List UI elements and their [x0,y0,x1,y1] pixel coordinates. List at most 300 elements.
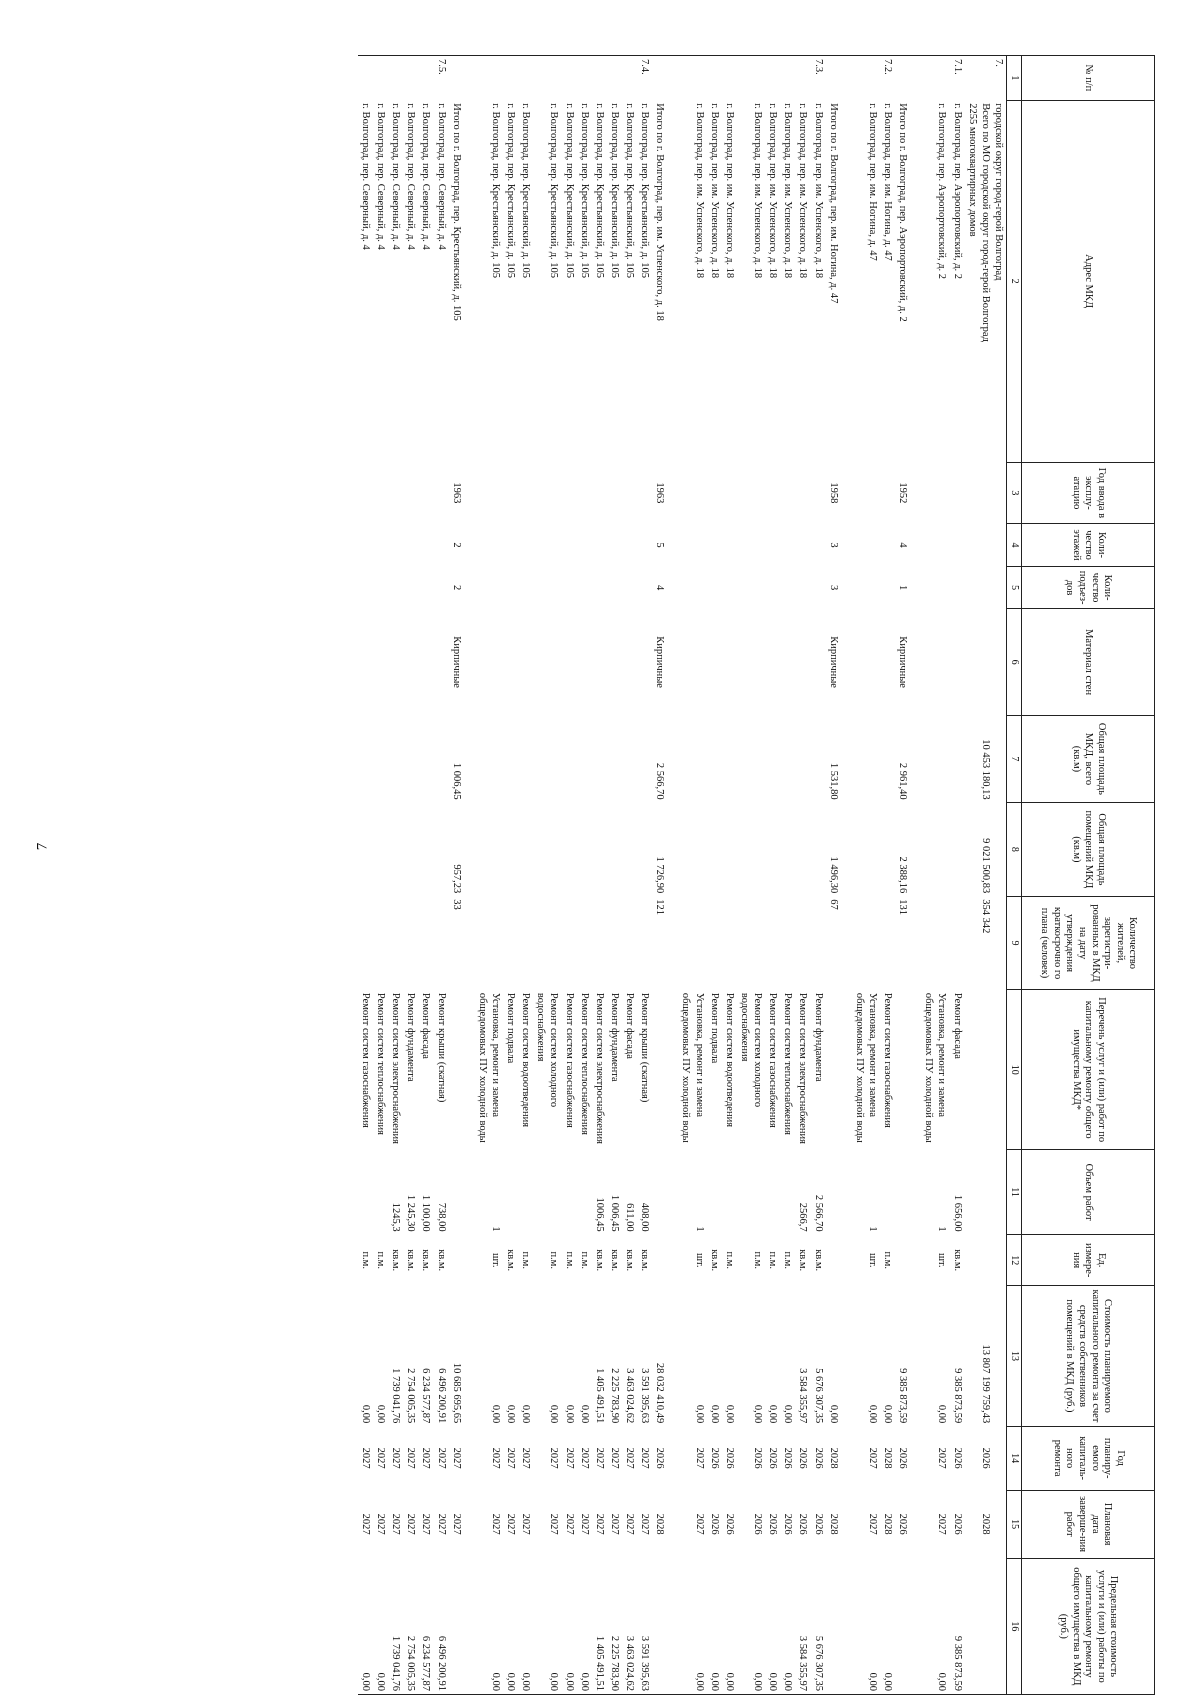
end-date-cell: 2027 [548,1513,560,1535]
unit-cell: п.м. [767,1251,779,1269]
limit-cost-cell: 3 584 355,97 [795,1558,810,1694]
volume-cell: 738,00 [435,1202,447,1232]
cost-cell: 6 234 577,87 [420,1368,432,1424]
section-header-row [965,56,1007,1695]
unit-cell: п.м. [520,1251,532,1269]
total-cost-cell: 0,00 [827,1404,839,1424]
year-cell: 2027 [375,1447,387,1469]
cost-cell: 3 463 024,62 [624,1368,636,1424]
spacer-row [667,56,678,1695]
limit-cost-cell: 0,00 [373,1558,388,1694]
total-cost-cell: 9 385 873,59 [897,1368,909,1424]
volume-cell [562,1150,577,1235]
end-date-cell: 2027 [435,1513,447,1535]
year-cell: 2026 [752,1447,764,1469]
limit-cost-cell: 0,00 [562,1558,577,1694]
volume-cell: 1 [936,1226,948,1232]
col-number: 16 [1007,1558,1022,1694]
col-header: Количество жителей, зарегистри-рованных в МКД на дату утверждения краткосрочно го плана (человек) [1022,896,1155,990]
volume-cell [765,1150,780,1235]
work-cell: Ремонт систем водоотведения [520,992,532,1128]
cost-cell: 0,00 [505,1404,517,1424]
entrances-cell: 2 [450,584,462,591]
work-cell: Ремонт подвала [505,992,517,1064]
residents-cell: 33 [450,899,462,910]
limit-cost-cell: 0,00 [678,1558,706,1694]
premises-area-cell: 1 496,30 [827,856,839,894]
floors-cell: 2 [450,542,462,548]
address-cell: г. Волгоград, пер. им. Успенского, д. 18 [752,103,764,279]
col-header: Коли-чество подъез-дов [1022,566,1155,609]
work-cell: Ремонт фундамента [609,992,620,1082]
limit-cost-cell: 2 225 783,90 [607,1558,622,1694]
unit-cell: кв.м. [420,1249,432,1272]
cost-cell: 0,00 [782,1404,794,1424]
year-cell: 2027 [867,1447,878,1469]
limit-cost-cell: 0,00 [518,1558,533,1694]
work-cell: Ремонт крыши (скатная) [639,992,651,1103]
volume-cell: 1 [693,1226,705,1232]
col-number: 7 [1007,715,1022,802]
end-date-cell: 2027 [505,1513,517,1535]
volume-cell [707,1150,722,1235]
cost-cell: 5 676 307,35 [812,1368,824,1424]
total-area-cell: 1 006,45 [450,762,462,800]
work-cell: Ремонт систем холодного водоснабжения [535,992,560,1108]
end-date-cell: 2026 [951,1513,963,1535]
wall-material-cell: Кирпичные [654,636,666,688]
total-row [895,56,910,1695]
work-cell: Ремонт фасада [624,992,636,1059]
end-date-cell: 2026 [767,1513,779,1535]
total-year-cell: 2026 [654,1447,666,1469]
unit-cell: кв.м. [951,1249,963,1272]
work-cell: Ремонт фундамента [812,992,824,1082]
total-row [652,56,667,1695]
cost-cell: 0,00 [767,1404,779,1424]
total-address-cell: Итого по г. Волгоград, пер. Аэропортовский, д. 2 [897,103,909,322]
section-total-premises: 9 021 500,83 [980,838,991,894]
header-row [1022,56,1155,1695]
year-cell: 2027 [390,1447,402,1469]
unit-cell: кв.м. [797,1249,809,1272]
col-number: 3 [1007,462,1022,524]
address-cell: г. Волгоград, пер. Северный, д. 4 [360,103,371,250]
work-cell: Ремонт систем теплоснабжения [782,992,794,1135]
limit-cost-cell: 0,00 [475,1558,503,1694]
unit-cell: п.м. [548,1251,560,1269]
spacer-row [910,56,921,1695]
table-row [434,56,449,1695]
unit-cell: кв.м. [708,1249,720,1272]
end-date-cell: 2027 [867,1513,878,1535]
unit-cell: кв.м. [435,1249,447,1272]
address-cell: г. Волгоград, пер. Северный, д. 4 [420,103,432,250]
cost-cell: 2 225 783,90 [609,1368,620,1424]
built-year-cell: 1963 [654,482,666,504]
table-row [921,56,949,1695]
unit-cell: шт. [490,1252,501,1268]
end-date-cell: 2027 [390,1513,402,1535]
col-number: 4 [1007,524,1022,567]
col-header: Год ввода в эксплу-атацию [1022,462,1155,524]
limit-cost-cell: 1 405 491,51 [592,1558,607,1694]
cost-cell: 6 496 200,91 [435,1368,447,1424]
section-end: 2028 [980,1513,991,1535]
col-header: Материал стен [1022,609,1155,715]
limit-cost-cell: 0,00 [852,1558,880,1694]
year-cell: 2027 [420,1447,432,1469]
unit-cell: п.м. [782,1251,794,1269]
address-cell: г. Волгоград, пер. им. Успенского, д. 18 [723,103,735,279]
table-row [373,56,388,1695]
cost-cell: 0,00 [708,1404,720,1424]
year-cell: 2027 [936,1447,948,1469]
col-header: Предельная стоимость услуги и (или) работы по капитальному ремонту общего имущества в МКД (руб.) [1022,1558,1155,1694]
address-cell: г. Волгоград, пер. им. Ногина, д. 47 [882,103,894,261]
unit-cell: п.м. [360,1251,371,1269]
cost-cell: 9 385 873,59 [951,1368,963,1424]
end-date-cell: 2028 [882,1513,894,1535]
cost-cell: 1 739 041,76 [390,1368,402,1424]
address-cell: г. Волгоград, пер. им. Успенского, д. 18 [797,103,809,279]
cost-cell: 0,00 [548,1404,560,1424]
unit-cell: кв.м. [812,1249,824,1272]
col-header: № п/п [1022,56,1155,101]
volume-cell: 1 006,45 [609,1194,620,1232]
floors-cell: 4 [897,542,909,548]
year-cell: 2027 [505,1447,517,1469]
table-row [622,56,637,1695]
end-date-cell: 2026 [723,1513,735,1535]
limit-cost-cell: 5 676 307,35 [811,1558,826,1694]
column-number-row [1007,56,1022,1695]
limit-cost-cell: 3 591 395,63 [637,1558,652,1694]
table-row [403,56,418,1695]
col-number: 8 [1007,803,1022,897]
unit-cell: кв.м. [624,1249,636,1272]
year-cell: 2027 [548,1447,560,1469]
total-end-cell: 2026 [897,1513,909,1535]
end-date-cell: 2026 [812,1513,824,1535]
row-number: 7.1. [951,59,963,75]
year-cell: 2027 [624,1447,636,1469]
section-title-text: городской округ город-герой Волгоград [993,103,1004,281]
year-cell: 2026 [951,1447,963,1469]
end-date-cell: 2027 [405,1513,417,1535]
table-row [637,56,652,1695]
year-cell: 2027 [520,1447,532,1469]
col-header: Перечень услуг и (или) работ по капитальному ремонту общего имущества МКД* [1022,990,1155,1150]
cost-cell: 0,00 [490,1404,501,1424]
section-total-area: 10 453 180,13 [980,739,991,800]
premises-area-cell: 1 726,90 [654,856,666,894]
address-cell: г. Волгоград, пер. Крестьянский, д. 105 [490,103,501,279]
work-cell: Ремонт систем газоснабжения [360,992,371,1128]
cost-cell: 0,00 [563,1404,575,1424]
unit-cell: п.м. [375,1251,387,1269]
built-year-cell: 1958 [827,482,839,504]
table-body [358,56,1007,1695]
wall-material-cell: Кирпичные [450,636,462,688]
built-year-cell: 1952 [897,482,909,504]
work-cell: Ремонт систем газоснабжения [767,992,779,1128]
year-cell: 2027 [360,1447,371,1469]
address-cell: г. Волгоград, пер. Северный, д. 4 [405,103,417,250]
end-date-cell: 2027 [490,1513,501,1535]
cost-cell: 1 405 491,51 [593,1368,605,1424]
spacer-row [841,56,852,1695]
row-number: 7.4. [639,59,651,75]
col-number: 10 [1007,990,1022,1150]
table-row [950,56,965,1695]
section-year: 2026 [980,1447,991,1469]
row-number: 7.2. [882,59,894,75]
year-cell: 2027 [490,1447,501,1469]
unit-cell: шт. [867,1252,878,1268]
cost-cell: 0,00 [752,1404,764,1424]
year-cell: 2026 [708,1447,720,1469]
address-cell: г. Волгоград, пер. Крестьянский, д. 105 [609,103,620,279]
address-cell: г. Волгоград, пер. Аэропортовский, д. 2 [951,103,963,280]
entrances-cell: 1 [897,584,909,591]
year-cell: 2026 [797,1447,809,1469]
work-cell: Ремонт систем теплоснабжения [578,992,590,1135]
col-header: Ед. измере-ния [1022,1235,1155,1286]
unit-cell: п.м. [882,1251,894,1269]
address-cell: г. Волгоград, пер. Крестьянский, д. 105 [548,103,560,279]
work-cell: Ремонт систем теплоснабжения [375,992,387,1135]
unit-cell: п.м. [563,1251,575,1269]
limit-cost-cell: 0,00 [533,1558,561,1694]
limit-cost-cell: 6 234 577,87 [418,1558,433,1694]
address-cell: г. Волгоград, пер. Аэропортовский, д. 2 [936,103,948,280]
year-cell: 2028 [882,1447,894,1469]
end-date-cell: 2027 [578,1513,590,1535]
end-date-cell: 2026 [752,1513,764,1535]
cost-cell: 0,00 [693,1404,705,1424]
year-cell: 2026 [723,1447,735,1469]
work-cell: Установка, ремонт и замена общедомовых ПУ холодной воды [853,992,878,1143]
address-cell: г. Волгоград, пер. им. Успенского, д. 18 [812,103,824,279]
unit-cell: шт. [693,1252,705,1268]
floors-cell: 5 [654,542,666,548]
work-cell: Установка, ремонт и замена общедомовых ПУ холодной воды [680,992,705,1143]
limit-cost-cell: 0,00 [707,1558,722,1694]
address-cell: г. Волгоград, пер. Северный, д. 4 [435,103,447,250]
work-cell: Ремонт систем электроснабжения [593,992,605,1144]
table-row [852,56,880,1695]
table-row [678,56,706,1695]
volume-cell: 2566,7 [797,1202,809,1232]
total-year-cell: 2026 [897,1447,909,1469]
section-total-label: Всего по МО городской округ город-герой Волгоград [979,103,991,342]
total-address-cell: Итого по г. Волгоград, пер. им. Ногина, д. 47 [827,103,839,304]
limit-cost-cell: 9 385 873,59 [950,1558,965,1694]
address-cell: г. Волгоград, пер. им. Успенского, д. 18 [767,103,779,279]
table-row [880,56,895,1695]
end-date-cell: 2027 [563,1513,575,1535]
volume-cell [503,1150,518,1235]
limit-cost-cell: 0,00 [780,1558,795,1694]
limit-cost-cell: 0,00 [737,1558,765,1694]
cost-cell: 3 584 355,97 [797,1368,809,1424]
col-number: 2 [1007,100,1022,462]
page-number: 7 [34,842,51,851]
table-row [475,56,503,1695]
limit-cost-cell: 3 463 024,62 [622,1558,637,1694]
total-end-cell: 2027 [450,1513,462,1535]
unit-cell: кв.м. [505,1249,517,1272]
limit-cost-cell: 0,00 [503,1558,518,1694]
table-row [503,56,518,1695]
limit-cost-cell: 0,00 [577,1558,592,1694]
table-row [765,56,780,1695]
address-cell: г. Волгоград, пер. им. Успенского, д. 18 [782,103,794,279]
end-date-cell: 2026 [797,1513,809,1535]
table-row [562,56,577,1695]
col-header: Общая площадь помещений МКД (кв.м) [1022,803,1155,897]
col-number: 13 [1007,1286,1022,1426]
work-cell: Установка, ремонт и замена общедомовых ПУ холодной воды [923,992,948,1143]
unit-cell: шт. [936,1252,948,1268]
table-row [418,56,433,1695]
limit-cost-cell: 0,00 [358,1558,373,1694]
col-header: Адрес МКД [1022,100,1155,462]
volume-cell [373,1150,388,1235]
table-row [388,56,403,1695]
year-cell: 2026 [812,1447,824,1469]
work-cell: Ремонт систем водоотведения [723,992,735,1128]
cost-cell: 2 754 005,35 [405,1368,417,1424]
col-number: 9 [1007,896,1022,990]
work-cell: Ремонт фундамента [405,992,417,1082]
cost-cell: 0,00 [936,1404,948,1424]
unit-cell: п.м. [723,1251,735,1269]
table-row [518,56,533,1695]
year-cell: 2027 [593,1447,605,1469]
year-cell: 2026 [767,1447,779,1469]
volume-cell: 1 656,00 [951,1194,963,1232]
volume-cell: 611,00 [624,1203,636,1232]
table-row [607,56,622,1695]
col-header: Плановая дата заверше-ния работ [1022,1490,1155,1558]
table-row [533,56,561,1695]
end-date-cell: 2027 [609,1513,620,1535]
end-date-cell: 2026 [782,1513,794,1535]
end-date-cell: 2026 [708,1513,720,1535]
col-header: Коли-чество этажей [1022,524,1155,567]
address-cell: г. Волгоград, пер. Северный, д. 4 [375,103,387,250]
end-date-cell: 2027 [420,1513,432,1535]
spacer-row [464,56,475,1695]
address-cell: г. Волгоград, пер. Крестьянский, д. 105 [520,103,532,279]
total-end-cell: 2028 [654,1513,666,1535]
total-area-cell: 2 566,70 [654,762,666,800]
unit-cell: кв.м. [390,1249,402,1272]
wall-material-cell: Кирпичные [827,636,839,688]
total-address-cell: Итого по г. Волгоград, пер. Крестьянский, д. 105 [450,103,462,321]
section-number: 7. [965,56,1007,101]
col-number: 12 [1007,1235,1022,1286]
rotated-page [40,55,1155,1695]
work-cell: Ремонт систем электроснабжения [390,992,402,1144]
unit-cell: кв.м. [609,1249,620,1272]
cost-cell: 0,00 [578,1404,590,1424]
volume-cell [880,1150,895,1235]
work-cell: Ремонт крыши (скатная) [435,992,447,1103]
year-cell: 2027 [405,1447,417,1469]
year-cell: 2027 [563,1447,575,1469]
entrances-cell: 3 [827,584,839,591]
address-cell: г. Волгоград, пер. им. Ногина, д. 47 [867,103,878,261]
table-row [592,56,607,1695]
volume-cell [518,1150,533,1235]
cost-cell: 0,00 [867,1404,878,1424]
end-date-cell: 2027 [593,1513,605,1535]
work-cell: Ремонт систем электроснабжения [797,992,809,1144]
section-total-cost: 13 807 199 759,43 [980,1344,991,1424]
volume-cell: 1245,3 [390,1202,402,1232]
section-title [965,100,1007,462]
cost-cell: 0,00 [360,1404,371,1424]
unit-cell: п.м. [752,1251,764,1269]
work-cell: Установка, ремонт и замена общедомовых ПУ холодной воды [476,992,501,1143]
cost-cell: 3 591 395,63 [639,1368,651,1424]
address-cell: г. Волгоград, пер. Крестьянский, д. 105 [505,103,517,279]
work-cell: Ремонт систем холодного водоснабжения [739,992,764,1108]
volume-cell [722,1150,737,1235]
volume-cell: 1006,45 [593,1197,605,1232]
limit-cost-cell: 2 754 005,35 [403,1558,418,1694]
total-address-cell: Итого по г. Волгоград, пер. им. Успенского, д. 18 [654,103,666,321]
table-row [780,56,795,1695]
year-cell: 2027 [639,1447,651,1469]
volume-cell [533,1150,561,1235]
address-cell: г. Волгоград, пер. им. Успенского, д. 18 [708,103,720,279]
total-row [826,56,841,1695]
unit-cell: кв.м. [639,1249,651,1272]
col-number: 5 [1007,566,1022,609]
end-date-cell: 2027 [693,1513,705,1535]
end-date-cell: 2027 [375,1513,387,1535]
year-cell: 2027 [435,1447,447,1469]
col-header: Общая площадь МКД, всего (кв.м) [1022,715,1155,802]
year-cell: 2027 [609,1447,620,1469]
total-cost-cell: 28 032 410,49 [654,1362,666,1424]
unit-cell: кв.м. [405,1249,417,1272]
limit-cost-cell: 0,00 [921,1558,949,1694]
capital-repair-table [358,55,1155,1695]
table-row [577,56,592,1695]
col-header: Стоимость планируемого капитального ремонта за счет средств собственников помещений в МКД (руб.) [1022,1286,1155,1426]
volume-cell [737,1150,765,1235]
address-cell: г. Волгоград, пер. Северный, д. 4 [390,103,402,250]
year-cell: 2027 [578,1447,590,1469]
section-total-residents: 354 342 [980,899,991,934]
address-cell: г. Волгоград, пер. Крестьянский, д. 105 [593,103,605,279]
residents-cell: 67 [827,899,839,910]
limit-cost-cell: 0,00 [765,1558,780,1694]
cost-cell: 0,00 [723,1404,735,1424]
end-date-cell: 2027 [520,1513,532,1535]
address-cell: г. Волгоград, пер. Крестьянский, д. 105 [563,103,575,279]
limit-cost-cell: 0,00 [722,1558,737,1694]
address-cell: г. Волгоград, пер. Крестьянский, д. 105 [624,103,636,279]
volume-cell: 1 100,00 [420,1194,432,1232]
residents-cell: 131 [897,899,909,915]
end-date-cell: 2027 [624,1513,636,1535]
